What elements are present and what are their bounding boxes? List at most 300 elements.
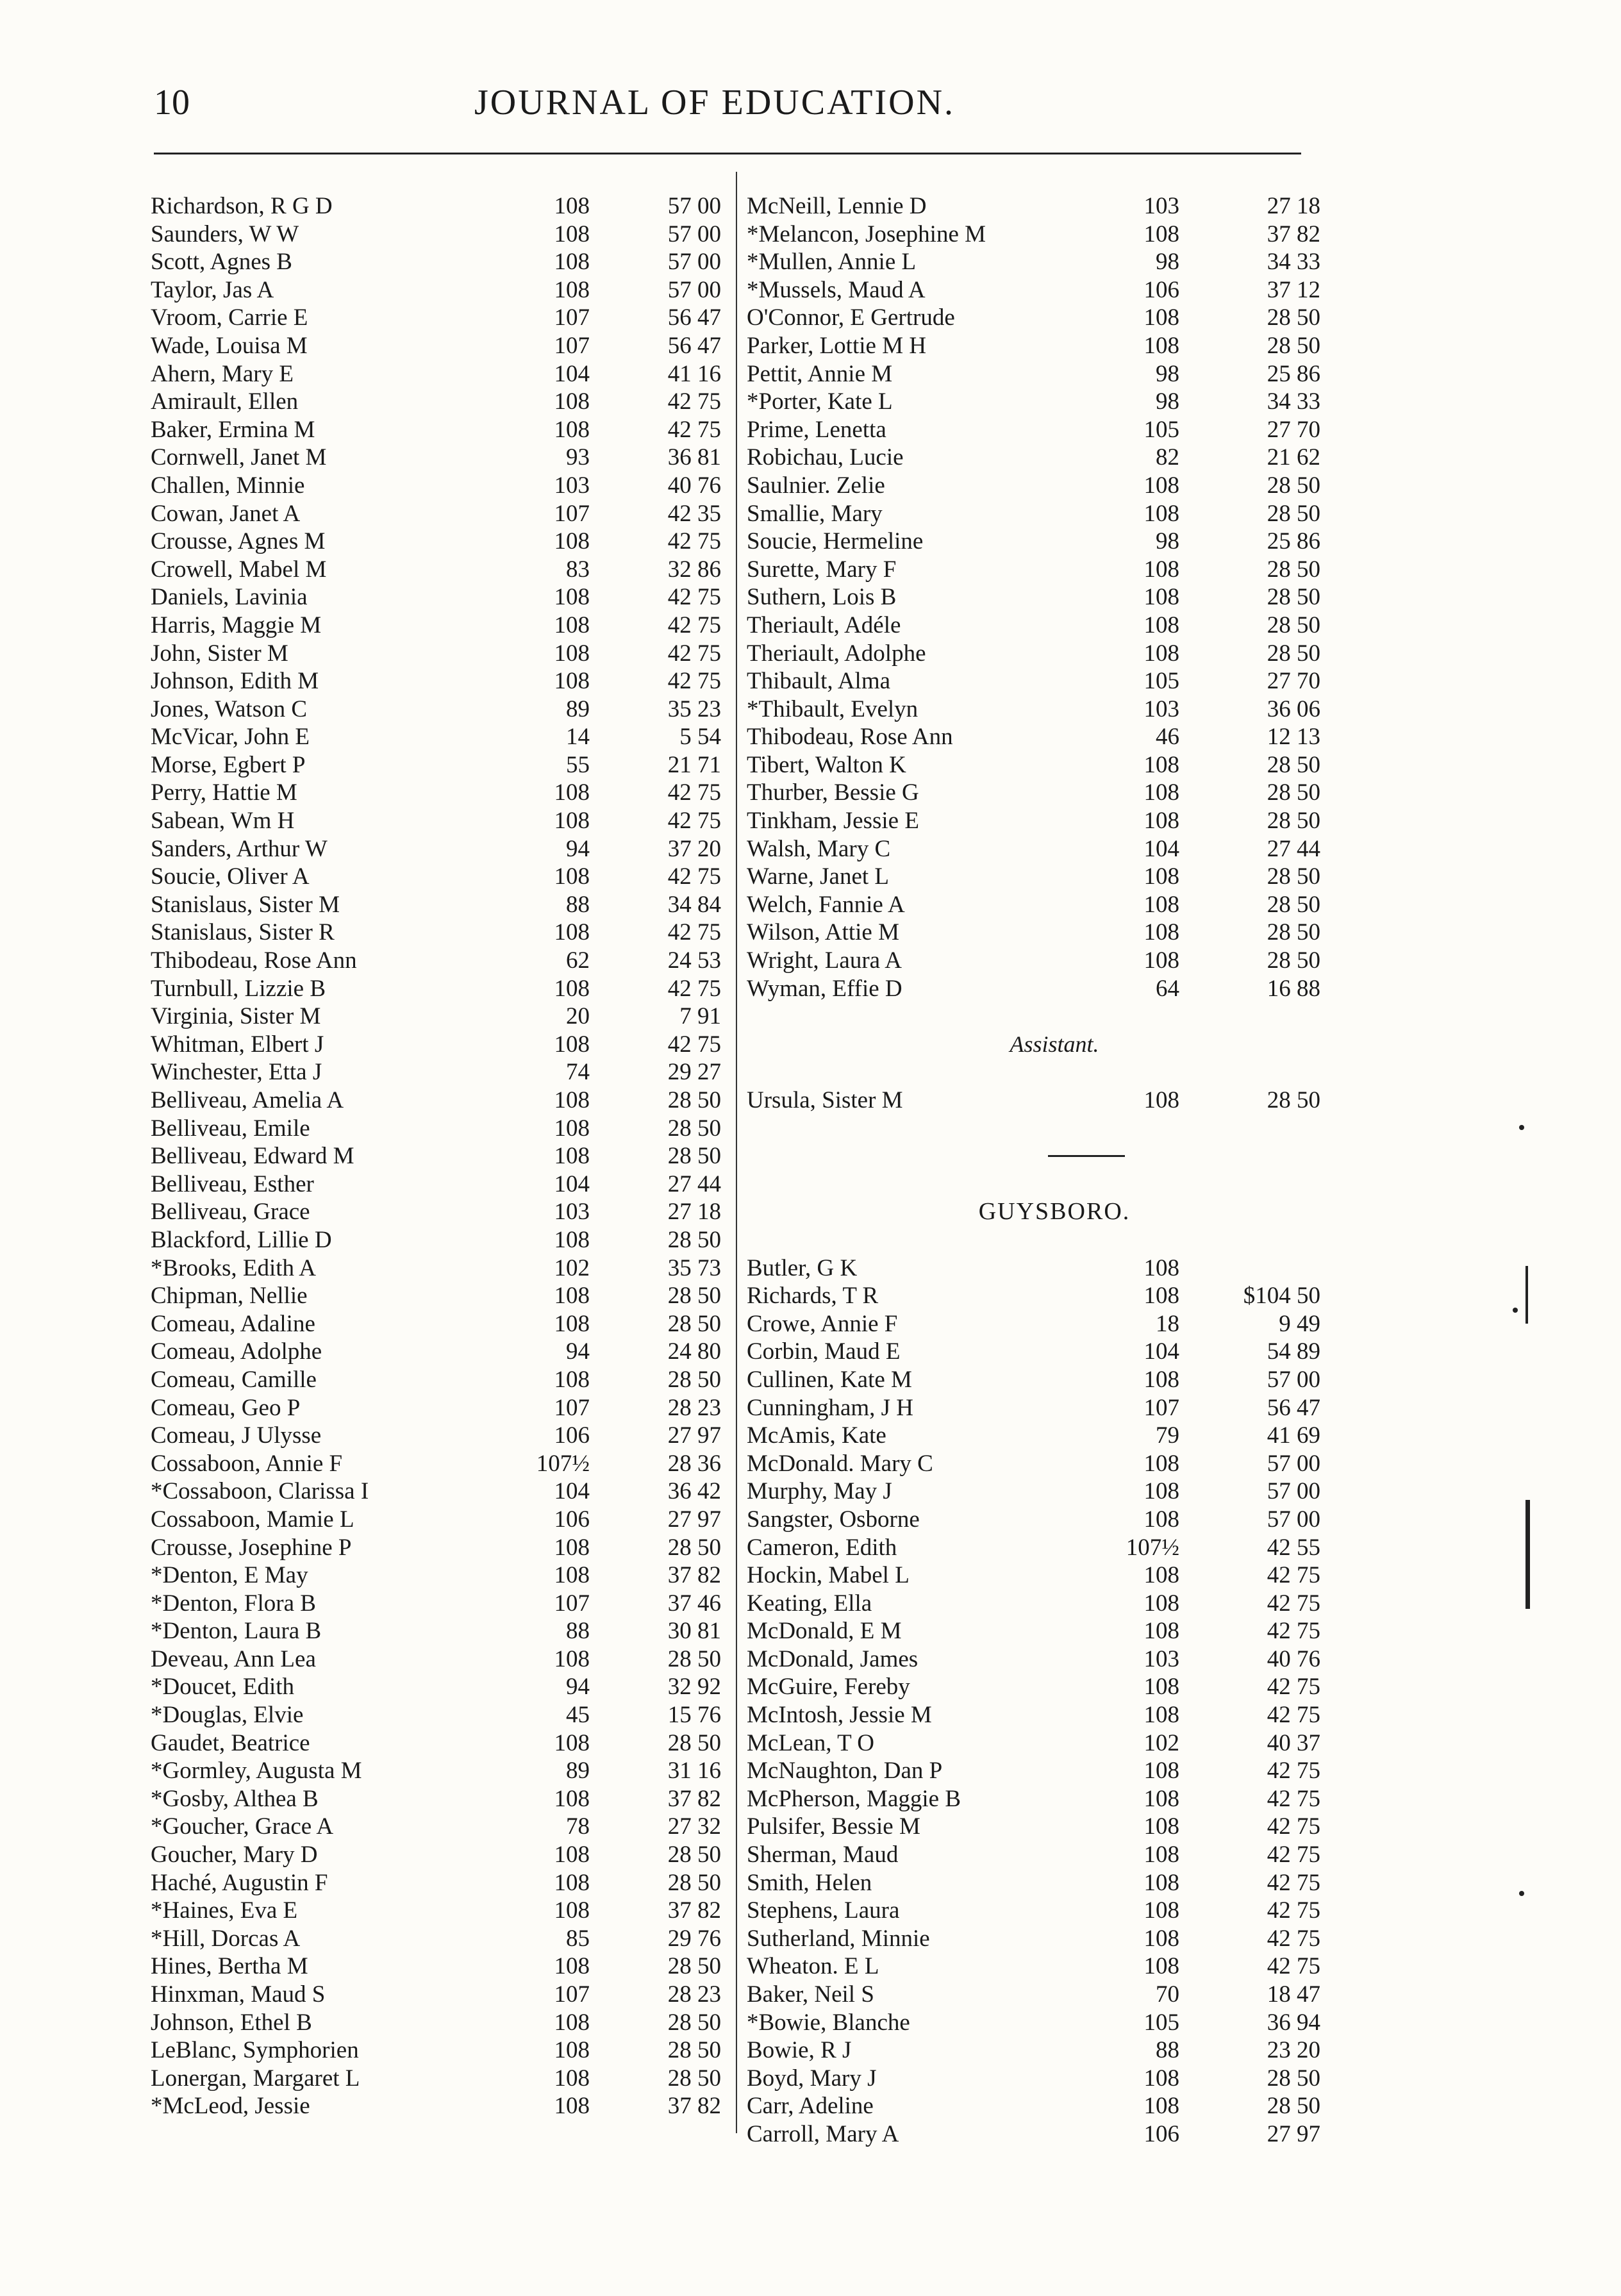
list-item bbox=[747, 416, 1324, 444]
grant-amount: 28 50 bbox=[667, 2037, 721, 2064]
teacher-name: Stanislaus, Sister R bbox=[151, 919, 335, 946]
teacher-name: Goucher, Mary D bbox=[151, 1842, 318, 1868]
grant-amount: 42 75 bbox=[667, 975, 721, 1002]
grant-amount: 28 50 bbox=[667, 1310, 721, 1337]
grant-amount: 42 75 bbox=[1267, 1562, 1320, 1589]
days-taught: 108 bbox=[1143, 1674, 1179, 1701]
grant-amount: 7 91 bbox=[679, 1003, 721, 1030]
grant-amount: 35 23 bbox=[667, 695, 721, 722]
teacher-name: O'Connor, E Gertrude bbox=[747, 304, 955, 331]
grant-amount: 57 00 bbox=[667, 249, 721, 276]
grant-amount: 28 50 bbox=[1267, 2065, 1320, 2092]
days-taught: 106 bbox=[1143, 276, 1179, 303]
grant-amount: 28 50 bbox=[667, 1534, 721, 1561]
teacher-name: Jones, Watson C bbox=[151, 695, 308, 722]
teacher-name: *Melancon, Josephine M bbox=[747, 220, 986, 247]
margin-dot bbox=[1519, 1891, 1524, 1896]
list-item bbox=[151, 444, 727, 472]
days-taught: 94 bbox=[566, 1338, 590, 1365]
column-divider bbox=[736, 172, 737, 2133]
list-item bbox=[747, 1729, 1324, 1758]
grant-amount: 28 50 bbox=[1267, 891, 1320, 918]
grant-amount: 36 81 bbox=[667, 444, 721, 471]
grant-amount: 28 50 bbox=[1267, 751, 1320, 778]
grant-amount: 41 69 bbox=[1267, 1422, 1320, 1449]
teacher-name: Comeau, Geo P bbox=[151, 1394, 301, 1421]
teacher-name: Saunders, W W bbox=[151, 220, 299, 247]
days-taught: 108 bbox=[554, 1087, 590, 1113]
list-item bbox=[151, 1422, 727, 1450]
teacher-name: Stanislaus, Sister M bbox=[151, 891, 340, 918]
list-item bbox=[747, 2065, 1324, 2093]
days-taught: 104 bbox=[554, 1478, 590, 1505]
list-item bbox=[747, 332, 1324, 360]
days-taught: 98 bbox=[1156, 388, 1179, 415]
grant-amount: 42 75 bbox=[667, 863, 721, 890]
grant-amount: 28 50 bbox=[1267, 304, 1320, 331]
list-item bbox=[151, 751, 727, 779]
guysboro-list bbox=[747, 1254, 1324, 2149]
teacher-name: Tinkham, Jessie E bbox=[747, 808, 919, 835]
days-taught: 108 bbox=[1143, 2065, 1179, 2092]
days-taught: 108 bbox=[1143, 808, 1179, 835]
grant-amount: 37 82 bbox=[667, 1562, 721, 1589]
days-taught: 93 bbox=[566, 444, 590, 471]
teacher-name: Hockin, Mabel L bbox=[747, 1562, 910, 1589]
days-taught: 108 bbox=[554, 276, 590, 303]
teacher-name: *Porter, Kate L bbox=[747, 388, 893, 415]
days-taught: 104 bbox=[1143, 1338, 1179, 1365]
teacher-name: Boyd, Mary J bbox=[747, 2065, 877, 2092]
days-taught: 62 bbox=[566, 947, 590, 974]
teacher-name: Whitman, Elbert J bbox=[151, 1031, 324, 1058]
grant-amount: 57 00 bbox=[1267, 1366, 1320, 1393]
days-taught: 103 bbox=[1143, 193, 1179, 219]
days-taught: 108 bbox=[1143, 472, 1179, 499]
days-taught: 106 bbox=[1143, 2120, 1179, 2147]
teacher-name: Scott, Agnes B bbox=[151, 249, 292, 276]
list-item bbox=[151, 1198, 727, 1226]
days-taught: 98 bbox=[1156, 360, 1179, 387]
days-taught: 108 bbox=[1143, 1842, 1179, 1868]
days-taught: 98 bbox=[1156, 249, 1179, 276]
list-item bbox=[151, 807, 727, 835]
grant-amount: 27 44 bbox=[1267, 835, 1320, 862]
teacher-name: Crowell, Mabel M bbox=[151, 556, 327, 583]
teacher-name: Blackford, Lillie D bbox=[151, 1226, 332, 1253]
list-item bbox=[151, 2036, 727, 2065]
list-item bbox=[151, 583, 727, 611]
days-taught: 108 bbox=[554, 1842, 590, 1868]
teacher-name: Wade, Louisa M bbox=[151, 332, 308, 359]
list-item bbox=[747, 1952, 1324, 1981]
teacher-name: Perry, Hattie M bbox=[151, 779, 297, 806]
grant-amount: 28 50 bbox=[1267, 500, 1320, 527]
days-taught: 70 bbox=[1156, 1981, 1179, 2008]
list-item bbox=[151, 1477, 727, 1506]
days-taught: 108 bbox=[1143, 304, 1179, 331]
grant-amount: 27 70 bbox=[1267, 668, 1320, 695]
days-taught: 108 bbox=[1143, 891, 1179, 918]
teacher-name: Prime, Lenetta bbox=[747, 416, 886, 443]
grant-amount: 34 33 bbox=[1267, 388, 1320, 415]
list-item bbox=[747, 472, 1324, 500]
list-item bbox=[747, 891, 1324, 919]
list-item bbox=[747, 1310, 1324, 1338]
header-rule bbox=[154, 153, 1301, 154]
teacher-name: Baker, Neil S bbox=[747, 1981, 874, 2008]
days-taught: 105 bbox=[1143, 2009, 1179, 2036]
list-item bbox=[151, 1729, 727, 1758]
teacher-name: Turnbull, Lizzie B bbox=[151, 975, 326, 1002]
list-item bbox=[151, 528, 727, 556]
list-item bbox=[747, 640, 1324, 668]
teacher-name: McNaughton, Dan P bbox=[747, 1758, 943, 1784]
teacher-name: Warne, Janet L bbox=[747, 863, 889, 890]
grant-amount: 57 00 bbox=[667, 193, 721, 219]
grant-amount: 36 94 bbox=[1267, 2009, 1320, 2036]
days-taught: 46 bbox=[1156, 724, 1179, 751]
list-item bbox=[151, 1869, 727, 1897]
days-taught: 107 bbox=[554, 1981, 590, 2008]
grant-amount: 28 50 bbox=[1267, 611, 1320, 638]
list-item bbox=[151, 1142, 727, 1170]
list-item bbox=[747, 1394, 1324, 1422]
grant-amount: 56 47 bbox=[667, 304, 721, 331]
list-item bbox=[151, 1002, 727, 1031]
teacher-name: McDonald, James bbox=[747, 1645, 919, 1672]
grant-amount: 28 50 bbox=[667, 1645, 721, 1672]
grant-amount: 42 75 bbox=[667, 668, 721, 695]
list-item bbox=[151, 1506, 727, 1534]
days-taught: 103 bbox=[1143, 1645, 1179, 1672]
grant-amount: 37 82 bbox=[1267, 220, 1320, 247]
days-taught: 107 bbox=[554, 304, 590, 331]
days-taught: 108 bbox=[554, 808, 590, 835]
teacher-name: Robichau, Lucie bbox=[747, 444, 904, 471]
teacher-name: Smith, Helen bbox=[747, 1869, 872, 1896]
list-item bbox=[151, 640, 727, 668]
grant-amount: 5 54 bbox=[679, 724, 721, 751]
teacher-name: Pulsifer, Bessie M bbox=[747, 1813, 920, 1840]
grant-amount: 42 75 bbox=[1267, 1702, 1320, 1729]
grant-amount: 23 20 bbox=[1267, 2037, 1320, 2064]
teacher-name: *Goucher, Grace A bbox=[151, 1813, 334, 1840]
days-taught: 103 bbox=[554, 472, 590, 499]
grant-amount: 37 46 bbox=[667, 1590, 721, 1617]
teacher-name: Sherman, Maud bbox=[747, 1842, 899, 1868]
days-taught: 108 bbox=[554, 220, 590, 247]
list-item bbox=[747, 1617, 1324, 1645]
teacher-name: Keating, Ella bbox=[747, 1590, 872, 1617]
list-item bbox=[747, 276, 1324, 304]
teacher-name: Virginia, Sister M bbox=[151, 1003, 321, 1030]
days-taught: 108 bbox=[554, 1366, 590, 1393]
grant-amount: 42 75 bbox=[1267, 1590, 1320, 1617]
days-taught: 108 bbox=[554, 779, 590, 806]
margin-mark bbox=[1525, 1266, 1528, 1324]
list-item bbox=[747, 919, 1324, 947]
list-item bbox=[151, 1952, 727, 1981]
days-taught: 107½ bbox=[536, 1450, 590, 1477]
days-taught: 94 bbox=[566, 1674, 590, 1701]
days-taught: 107 bbox=[554, 500, 590, 527]
days-taught: 78 bbox=[566, 1813, 590, 1840]
teacher-name: LeBlanc, Symphorien bbox=[151, 2037, 359, 2064]
teacher-name: Thibault, Alma bbox=[747, 668, 891, 695]
list-item bbox=[151, 1981, 727, 2009]
teacher-name: Suthern, Lois B bbox=[747, 584, 897, 611]
list-item bbox=[747, 611, 1324, 640]
teacher-name: McDonald. Mary C bbox=[747, 1450, 933, 1477]
days-taught: 108 bbox=[554, 2009, 590, 2036]
list-item bbox=[151, 1757, 727, 1785]
grant-amount: 57 00 bbox=[667, 276, 721, 303]
grant-amount: 57 00 bbox=[1267, 1478, 1320, 1505]
list-item bbox=[747, 1086, 1324, 1115]
days-taught: 89 bbox=[566, 1758, 590, 1784]
teacher-name: *Bowie, Blanche bbox=[747, 2009, 910, 2036]
teacher-name: Wheaton. E L bbox=[747, 1953, 879, 1980]
days-taught: 98 bbox=[1156, 528, 1179, 555]
teacher-name: Thurber, Bessie G bbox=[747, 779, 919, 806]
teacher-name: Daniels, Lavinia bbox=[151, 584, 308, 611]
grant-amount: 28 36 bbox=[667, 1450, 721, 1477]
list-item bbox=[151, 1645, 727, 1674]
teacher-name: Vroom, Carrie E bbox=[151, 304, 308, 331]
list-item bbox=[151, 1534, 727, 1562]
teacher-name: Sutherland, Minnie bbox=[747, 1925, 930, 1952]
grant-amount: 31 16 bbox=[667, 1758, 721, 1784]
grant-amount: 28 50 bbox=[1267, 332, 1320, 359]
teacher-name: Ursula, Sister M bbox=[747, 1087, 903, 1113]
days-taught: 108 bbox=[1143, 1366, 1179, 1393]
days-taught: 89 bbox=[566, 695, 590, 722]
grant-amount: 42 75 bbox=[667, 528, 721, 555]
teacher-name: *Gormley, Augusta M bbox=[151, 1758, 362, 1784]
guysboro-heading: GUYSBORO. bbox=[978, 1198, 1131, 1226]
grant-amount: 28 50 bbox=[667, 1283, 721, 1310]
grant-amount: 37 82 bbox=[667, 1897, 721, 1924]
list-item bbox=[151, 1338, 727, 1366]
list-item bbox=[151, 695, 727, 724]
spacer bbox=[747, 1002, 1324, 1031]
list-item bbox=[747, 807, 1324, 835]
teacher-name: Tibert, Walton K bbox=[747, 751, 906, 778]
teacher-name: Chipman, Nellie bbox=[151, 1283, 308, 1310]
teacher-name: *Brooks, Edith A bbox=[151, 1254, 316, 1281]
margin-dot bbox=[1519, 1125, 1524, 1130]
list-item bbox=[151, 1561, 727, 1590]
days-taught: 108 bbox=[554, 975, 590, 1002]
days-taught: 64 bbox=[1156, 975, 1179, 1002]
teacher-name: John, Sister M bbox=[151, 640, 288, 667]
list-item bbox=[747, 1282, 1324, 1310]
grant-amount: 42 75 bbox=[667, 640, 721, 667]
list-item bbox=[747, 388, 1324, 416]
days-taught: 108 bbox=[1143, 1953, 1179, 1980]
grant-amount: 37 82 bbox=[667, 1785, 721, 1812]
grant-amount: 28 50 bbox=[667, 1366, 721, 1393]
days-taught: 108 bbox=[1143, 863, 1179, 890]
grant-amount: 28 50 bbox=[667, 1115, 721, 1142]
grant-amount: 42 55 bbox=[1267, 1534, 1320, 1561]
days-taught: 108 bbox=[554, 1226, 590, 1253]
list-item bbox=[747, 1534, 1324, 1562]
days-taught: 106 bbox=[554, 1506, 590, 1533]
teacher-name: Johnson, Ethel B bbox=[151, 2009, 312, 2036]
teacher-name: Lonergan, Margaret L bbox=[151, 2065, 360, 2092]
grant-amount: 12 13 bbox=[1267, 724, 1320, 751]
days-taught: 55 bbox=[566, 751, 590, 778]
list-item bbox=[151, 611, 727, 640]
grant-amount: 21 62 bbox=[1267, 444, 1320, 471]
grant-amount: 42 75 bbox=[1267, 1674, 1320, 1701]
grant-amount: 18 47 bbox=[1267, 1981, 1320, 2008]
days-taught: 108 bbox=[554, 528, 590, 555]
days-taught: 20 bbox=[566, 1003, 590, 1030]
list-item bbox=[747, 500, 1324, 528]
days-taught: 88 bbox=[566, 891, 590, 918]
grant-amount: 42 75 bbox=[667, 1031, 721, 1058]
teacher-name: Saulnier. Zelie bbox=[747, 472, 885, 499]
days-taught: 108 bbox=[554, 249, 590, 276]
list-item bbox=[747, 1897, 1324, 1925]
grant-amount: 27 97 bbox=[667, 1422, 721, 1449]
days-taught: 108 bbox=[554, 1115, 590, 1142]
teacher-name: *Cossaboon, Clarissa I bbox=[151, 1478, 369, 1505]
grant-amount: $104 50 bbox=[1243, 1283, 1320, 1310]
list-item bbox=[747, 1701, 1324, 1729]
list-item bbox=[151, 1058, 727, 1086]
spacer bbox=[747, 1226, 1324, 1254]
list-item bbox=[151, 2065, 727, 2093]
page-number: 10 bbox=[154, 83, 190, 122]
grant-amount: 29 76 bbox=[667, 1925, 721, 1952]
teacher-name: McLean, T O bbox=[747, 1729, 875, 1756]
days-taught: 108 bbox=[1143, 1702, 1179, 1729]
teacher-name: Crowe, Annie F bbox=[747, 1310, 898, 1337]
teacher-name: Belliveau, Amelia A bbox=[151, 1087, 344, 1113]
teacher-name: Theriault, Adolphe bbox=[747, 640, 926, 667]
teacher-name: Thibodeau, Rose Ann bbox=[151, 947, 357, 974]
days-taught: 108 bbox=[554, 1729, 590, 1756]
list-item bbox=[747, 1673, 1324, 1701]
teacher-name: Richardson, R G D bbox=[151, 193, 333, 219]
list-item bbox=[747, 1757, 1324, 1785]
days-taught: 106 bbox=[554, 1422, 590, 1449]
list-item bbox=[151, 1673, 727, 1701]
grant-amount: 42 75 bbox=[1267, 1869, 1320, 1896]
teacher-name: Cameron, Edith bbox=[747, 1534, 897, 1561]
days-taught: 108 bbox=[554, 1785, 590, 1812]
list-item bbox=[747, 1981, 1324, 2009]
list-item bbox=[747, 2120, 1324, 2149]
teacher-name: Theriault, Adéle bbox=[747, 611, 901, 638]
teacher-name: Stephens, Laura bbox=[747, 1897, 900, 1924]
teacher-name: *Denton, Laura B bbox=[151, 1618, 322, 1645]
list-item bbox=[151, 1925, 727, 1953]
teacher-name: Cullinen, Kate M bbox=[747, 1366, 912, 1393]
grant-amount: 42 75 bbox=[1267, 1618, 1320, 1645]
grant-amount: 32 86 bbox=[667, 556, 721, 583]
teacher-name: Crousse, Agnes M bbox=[151, 528, 326, 555]
days-taught: 105 bbox=[1143, 416, 1179, 443]
grant-amount: 42 75 bbox=[1267, 1758, 1320, 1784]
list-item bbox=[747, 1366, 1324, 1394]
list-item bbox=[151, 1254, 727, 1283]
assistant-list bbox=[747, 1086, 1324, 1115]
teacher-name: Ahern, Mary E bbox=[151, 360, 294, 387]
days-taught: 108 bbox=[554, 1645, 590, 1672]
list-item bbox=[747, 695, 1324, 724]
days-taught: 108 bbox=[554, 1953, 590, 1980]
teacher-name: Butler, G K bbox=[747, 1254, 858, 1281]
margin-dot bbox=[1513, 1308, 1518, 1313]
days-taught: 18 bbox=[1156, 1310, 1179, 1337]
list-item bbox=[747, 556, 1324, 584]
days-taught: 108 bbox=[1143, 640, 1179, 667]
grant-amount: 40 76 bbox=[667, 472, 721, 499]
grant-amount: 27 97 bbox=[667, 1506, 721, 1533]
grant-amount: 25 86 bbox=[1267, 360, 1320, 387]
grant-amount: 27 32 bbox=[667, 1813, 721, 1840]
grant-amount: 42 75 bbox=[667, 779, 721, 806]
list-item bbox=[747, 1785, 1324, 1813]
list-item bbox=[151, 416, 727, 444]
teacher-name: *Gosby, Althea B bbox=[151, 1785, 319, 1812]
days-taught: 108 bbox=[1143, 1758, 1179, 1784]
grant-amount: 28 50 bbox=[1267, 863, 1320, 890]
grant-amount: 42 75 bbox=[1267, 1785, 1320, 1812]
teacher-name: McGuire, Fereby bbox=[747, 1674, 910, 1701]
grant-amount: 42 75 bbox=[1267, 1842, 1320, 1868]
days-taught: 108 bbox=[554, 2093, 590, 2120]
teacher-name: Sabean, Wm H bbox=[151, 808, 295, 835]
teacher-name: Sanders, Arthur W bbox=[151, 835, 328, 862]
days-taught: 108 bbox=[1143, 556, 1179, 583]
days-taught: 108 bbox=[554, 584, 590, 611]
teacher-name: Johnson, Edith M bbox=[151, 668, 319, 695]
days-taught: 108 bbox=[1143, 1813, 1179, 1840]
days-taught: 108 bbox=[1143, 1506, 1179, 1533]
days-taught: 108 bbox=[1143, 2093, 1179, 2120]
days-taught: 108 bbox=[554, 2065, 590, 2092]
list-item bbox=[747, 723, 1324, 751]
days-taught: 45 bbox=[566, 1702, 590, 1729]
teacher-name: Cossaboon, Annie F bbox=[151, 1450, 343, 1477]
list-item bbox=[747, 248, 1324, 276]
list-item bbox=[151, 276, 727, 304]
teacher-name: Cunningham, J H bbox=[747, 1394, 914, 1421]
days-taught: 108 bbox=[1143, 1562, 1179, 1589]
teacher-name: Comeau, Adolphe bbox=[151, 1338, 322, 1365]
grant-amount: 41 16 bbox=[667, 360, 721, 387]
teacher-name: Hinxman, Maud S bbox=[151, 1981, 326, 2008]
days-taught: 104 bbox=[554, 360, 590, 387]
list-item bbox=[747, 1477, 1324, 1506]
grant-amount: 9 49 bbox=[1279, 1310, 1320, 1337]
days-taught: 108 bbox=[1143, 1785, 1179, 1812]
days-taught: 108 bbox=[1143, 220, 1179, 247]
list-item bbox=[747, 1841, 1324, 1869]
days-taught: 74 bbox=[566, 1059, 590, 1086]
teacher-name: Crousse, Josephine P bbox=[151, 1534, 352, 1561]
teacher-name: Wright, Laura A bbox=[747, 947, 902, 974]
grant-amount: 57 00 bbox=[667, 220, 721, 247]
days-taught: 108 bbox=[554, 1534, 590, 1561]
grant-amount: 28 50 bbox=[1267, 584, 1320, 611]
